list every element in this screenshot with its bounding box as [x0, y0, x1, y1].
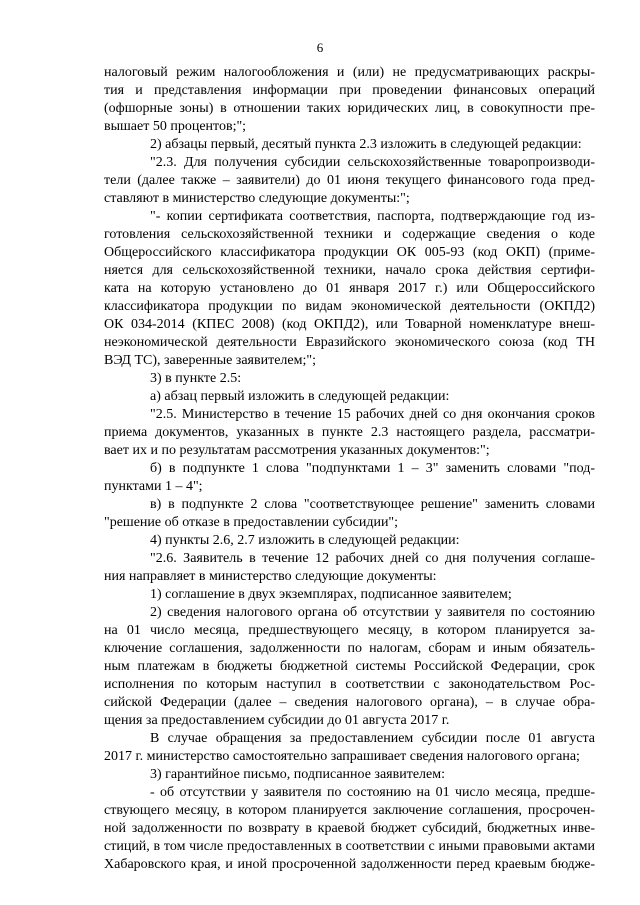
text-line: "решение об отказе в предоставлении субсидии"; — [104, 515, 399, 530]
page-number: 6 — [316, 40, 324, 55]
text-line: ключение соглашения, задолженности по налогам, сборам и иным обязатель- — [104, 641, 595, 656]
document-body — [104, 64, 595, 874]
text-line: ния направляет в министерство следующие документы: — [104, 569, 437, 584]
text-line: сийской Федерации (далее – сведения налогового органа), – в случае обра- — [104, 695, 595, 710]
text-line: вает их и по результатам рассмотрения указанных документов:"; — [104, 443, 490, 458]
text-line: "2.3. Для получения субсидии сельскохозяйственные товаропроизводи- — [150, 155, 595, 170]
text-line: 3) в пункте 2.5: — [150, 371, 242, 386]
text-line: тия и представления информации при проведении финансовых операций — [104, 83, 595, 98]
text-line: ВЭД ТС), заверенные заявителем;"; — [104, 353, 316, 368]
text-line: В случае обращения за предоставлением субсидии после 01 августа — [150, 731, 595, 746]
text-line: ставляют в министерство следующие документы:"; — [104, 191, 410, 206]
text-line: ной задолженности по возврату в краевой бюджет субсидий, бюджетных инве- — [104, 821, 595, 836]
text-line: щения за предоставлением субсидии до 01 августа 2017 г. — [104, 713, 450, 728]
text-line: Общероссийского классификатора продукции ОК 005-93 (код ОКП) (приме- — [104, 245, 595, 260]
text-line: тели (далее также – заявители) до 01 июня текущего финансового года пред- — [104, 173, 595, 188]
text-line: приема документов, указанных в пункте 2.3 настоящего раздела, рассматри- — [104, 425, 595, 440]
text-line: вышает 50 процентов;"; — [104, 119, 247, 134]
text-line: а) абзац первый изложить в следующей редакции: — [150, 389, 450, 404]
text-line: ОК 034-2014 (КПЕС 2008) (код ОКПД2), или Товарной номенклатуре внеш- — [104, 317, 595, 332]
text-line: в) в подпункте 2 слова "соответствующее решение" заменить словами — [150, 497, 595, 512]
text-line: готовления сельскохозяйственной техники и содержащие сведения о коде — [104, 227, 595, 242]
text-line: 2) сведения налогового органа об отсутствии у заявителя по состоянию — [150, 605, 595, 620]
text-line: - об отсутствии у заявителя по состоянию на 01 число месяца, предше- — [150, 785, 595, 800]
text-line: "2.6. Заявитель в течение 12 рабочих дней со дня получения соглаше- — [150, 551, 595, 566]
text-line: б) в подпункте 1 слова "подпунктами 1 – 3" заменить словами "под- — [150, 461, 595, 476]
text-line: пунктами 1 – 4"; — [104, 479, 203, 494]
text-line: 4) пункты 2.6, 2.7 изложить в следующей редакции: — [150, 533, 460, 548]
text-line: 2017 г. министерство самостоятельно запрашивает сведения налогового органа; — [104, 749, 580, 764]
text-line: ствующего месяцу, в котором планируется заключение соглашения, просрочен- — [104, 803, 595, 818]
text-line: "2.5. Министерство в течение 15 рабочих дней со дня окончания сроков — [150, 407, 595, 422]
text-line: ным платежам в бюджеты бюджетной системы Российской Федерации, срок — [104, 659, 595, 674]
text-line: 2) абзацы первый, десятый пункта 2.3 изложить в следующей редакции: — [150, 137, 582, 152]
text-line: 3) гарантийное письмо, подписанное заявителем: — [150, 767, 445, 782]
text-line: няется для сельскохозяйственной техники, начало срока действия сертифи- — [104, 263, 595, 278]
text-line: стиций, в том числе предоставленных в соответствии с иными правовыми актами — [104, 839, 595, 854]
text-line: ката на которую установлено до 01 января 2017 г.) или Общероссийского — [104, 281, 595, 296]
text-line: на 01 число месяца, предшествующего месяцу, в котором планируется за- — [104, 623, 595, 638]
text-line: классификатора продукции по видам экономической деятельности (ОКПД2) — [104, 299, 595, 314]
text-line: 1) соглашение в двух экземплярах, подписанное заявителем; — [150, 587, 512, 602]
text-line: Хабаровского края, и иной просроченной задолженности перед краевым бюдже- — [104, 857, 595, 872]
text-line: (офшорные зоны) в отношении таких юридических лиц, в совокупности пре- — [104, 101, 595, 116]
text-line: неэкономической деятельности Евразийского экономического союза (код ТН — [104, 335, 595, 350]
text-line: исполнения по которым наступил в соответствии с законодательством Рос- — [104, 677, 595, 692]
text-line: налоговый режим налогообложения и (или) не предусматривающих раскры- — [104, 65, 595, 80]
text-line: "- копии сертификата соответствия, паспорта, подтверждающие год из- — [150, 209, 595, 224]
